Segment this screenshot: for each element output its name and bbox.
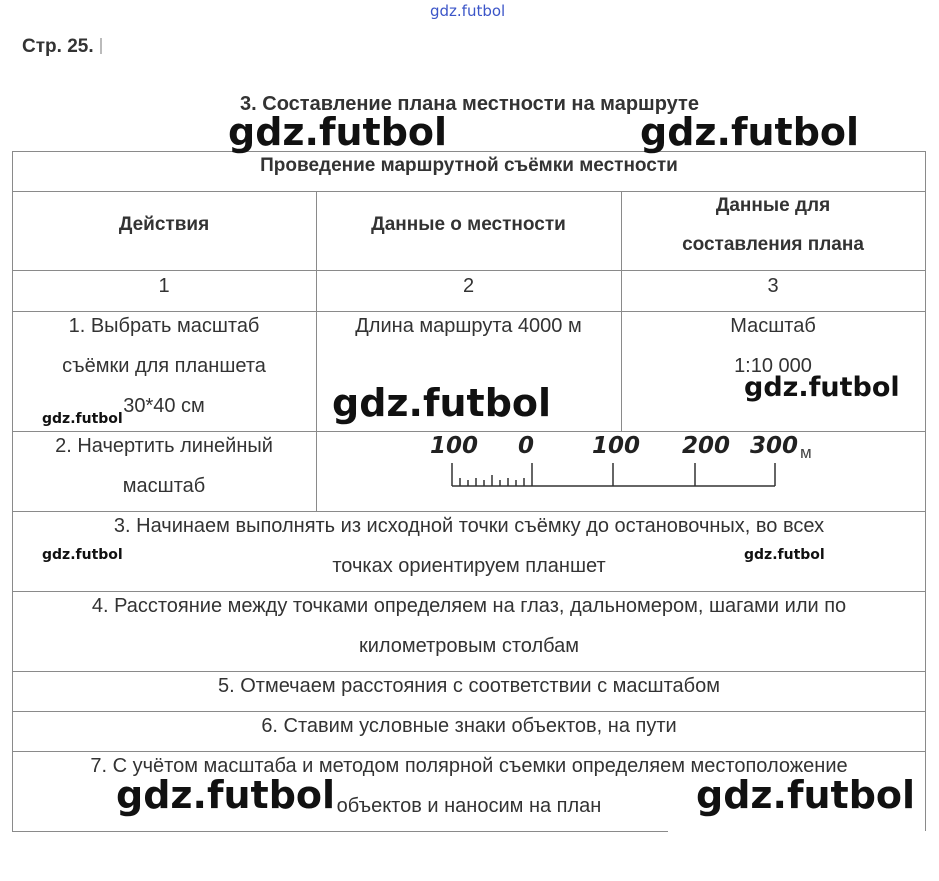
step-3-line2: точках ориентируем планшет: [332, 555, 606, 577]
watermark: gdz.futbol: [744, 547, 825, 563]
row1-action: [12, 306, 316, 426]
row1-terrain: Длина маршрута 4000 м: [355, 315, 582, 337]
scale-label-300: 300: [750, 433, 799, 459]
watermark: gdz.futbol: [696, 773, 916, 817]
row1-plan-line1: Масштаб: [730, 315, 816, 337]
scale-ruler: [440, 455, 790, 495]
scale-label-0: 0: [518, 433, 535, 459]
column-number-3: 3: [767, 275, 779, 297]
watermark: gdz.futbol: [640, 110, 860, 154]
column-number-2: 2: [462, 275, 475, 297]
section-title: 3. Составление плана местности на маршруте: [240, 93, 699, 115]
column-number-1: 1: [158, 275, 170, 297]
row1-action-line3: 30*40 см: [123, 395, 205, 417]
step-7-line1: 7. С учётом масштаба и методом полярной съемки определяем местоположение: [90, 755, 848, 777]
column-header-plan-line1: Данные для: [715, 195, 831, 216]
step-3-line1: 3. Начинаем выполнять из исходной точки съёмку до остановочных, во всех: [113, 515, 825, 537]
row1-plan-line2: 1:10 000: [734, 355, 812, 377]
row2-action-line2: масштаб: [122, 475, 206, 497]
column-header-actions: Действия: [118, 214, 210, 235]
row1-action-line1: 1. Выбрать масштаб: [68, 315, 260, 337]
column-header-plan-line2: составления плана: [682, 234, 864, 255]
row2-action-line1: 2. Начертить линейный: [55, 435, 273, 457]
column-header-terrain: Данные о местности: [371, 214, 566, 235]
scale-label-100-left: 100: [430, 433, 479, 459]
watermark: gdz.futbol: [42, 411, 123, 427]
scale-label-100: 100: [592, 433, 641, 459]
step-6: 6. Ставим условные знаки объектов, на пути: [261, 715, 677, 737]
watermark: gdz.futbol: [42, 547, 123, 563]
step-4-line2: километровым столбам: [358, 635, 580, 657]
watermark: gdz.futbol: [116, 773, 336, 817]
row1-action-line2: съёмки для планшета: [62, 355, 266, 377]
watermark: gdz.futbol: [744, 372, 900, 403]
scale-unit: м: [800, 443, 812, 462]
step-4: [12, 586, 926, 666]
scale-label-200: 200: [682, 433, 731, 459]
column-header-plan: [621, 186, 925, 264]
row2-action: [12, 426, 316, 506]
page-reference: Стр. 25.: [22, 36, 102, 58]
table-caption: Проведение маршрутной съёмки местности: [260, 155, 678, 176]
step-4-line1: 4. Расстояние между точками определяем на глаз, дальномером, шагами или по: [91, 595, 847, 617]
step-5: 5. Отмечаем расстояния с соответствии с масштабом: [218, 675, 720, 697]
step-7-line2: объектов и наносим на план: [336, 795, 602, 817]
site-mark: gdz.futbol: [430, 2, 506, 20]
watermark: gdz.futbol: [228, 110, 448, 154]
step-3: [12, 506, 926, 586]
watermark: gdz.futbol: [332, 381, 552, 425]
